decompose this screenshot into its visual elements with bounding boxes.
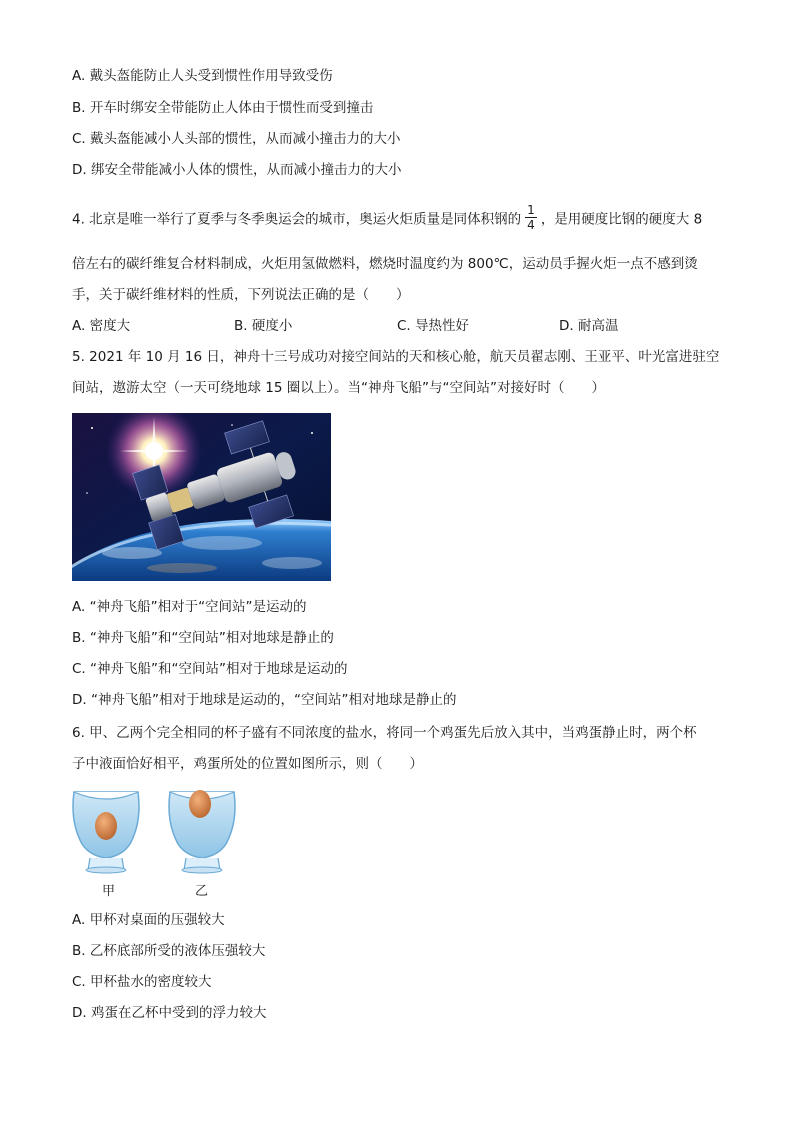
- q4-stem-line1: [72, 205, 702, 234]
- q4-option-c: C. 导热性好: [397, 318, 470, 334]
- q5-stem-line2: 间站，遨游太空（一天可绕地球 15 圈以上）。当“神舟飞船”与“空间站”对接好时（ ）: [72, 380, 605, 396]
- spacecraft-docking-photo: [72, 413, 331, 581]
- cup-jia-icon: [73, 792, 139, 873]
- cup-label-jia: 甲: [102, 884, 116, 899]
- q3-option-a: A. 戴头盔能防止人头受到惯性作用导致受伤: [72, 68, 333, 84]
- q5-option-d: D. “神舟飞船”相对于地球是运动的，“空间站”相对地球是静止的: [72, 692, 457, 708]
- q5-option-a: A. “神舟飞船”相对于“空间站”是运动的: [72, 599, 307, 615]
- q4-stem-line3: 手，关于碳纤维材料的性质，下列说法正确的是（ ）: [72, 287, 410, 303]
- q5-option-b: B. “神舟飞船”和“空间站”相对地球是静止的: [72, 630, 334, 646]
- q6-option-d: D. 鸡蛋在乙杯中受到的浮力较大: [72, 1005, 267, 1021]
- q3-option-b: B. 开车时绑安全带能防止人体由于惯性而受到撞击: [72, 100, 374, 116]
- q4-stem-line2: 倍左右的碳纤维复合材料制成，火炬用氢做燃料，燃烧时温度约为 800℃，运动员手握火炬一点不感到烫: [72, 256, 698, 272]
- q4-option-a: A. 密度大: [72, 318, 131, 334]
- egg-cups-figure: [66, 782, 256, 898]
- q3-option-c: C. 戴头盔能减小人头部的惯性，从而减小撞击力的大小: [72, 131, 401, 147]
- cup-label-yi: 乙: [195, 884, 209, 899]
- q4-option-d: D. 耐高温: [559, 318, 619, 334]
- fraction-denominator: 4: [527, 218, 535, 232]
- fraction-numerator: 1: [527, 203, 535, 217]
- q6-stem-line1: 6. 甲、乙两个完全相同的杯子盛有不同浓度的盐水，将同一个鸡蛋先后放入其中，当鸡蛋静止时，两个杯: [72, 725, 697, 741]
- cup-yi-icon: [169, 790, 235, 873]
- q4-option-b: B. 硬度小: [234, 318, 293, 334]
- q6-option-b: B. 乙杯底部所受的液体压强较大: [72, 943, 266, 959]
- q6-option-a: A. 甲杯对桌面的压强较大: [72, 912, 225, 928]
- q4-stem-pre: 4. 北京是唯一举行了夏季与冬季奥运会的城市，奥运火炬质量是同体积钢的: [72, 211, 522, 228]
- q5-option-c: C. “神舟飞船”和“空间站”相对于地球是运动的: [72, 661, 348, 677]
- fraction-one-quarter: [525, 203, 537, 232]
- q3-option-d: D. 绑安全带能减小人体的惯性，从而减小撞击力的大小: [72, 162, 402, 178]
- q6-stem-line2: 子中液面恰好相平，鸡蛋所处的位置如图所示，则（ ）: [72, 756, 423, 772]
- q6-option-c: C. 甲杯盐水的密度较大: [72, 974, 212, 990]
- q5-stem-line1: 5. 2021 年 10 月 16 日，神舟十三号成功对接空间站的天和核心舱，航天员翟志刚、王亚平、叶光富进驻空: [72, 349, 720, 365]
- q4-stem-post: ，是用硬度比钢的硬度大 8: [540, 211, 703, 228]
